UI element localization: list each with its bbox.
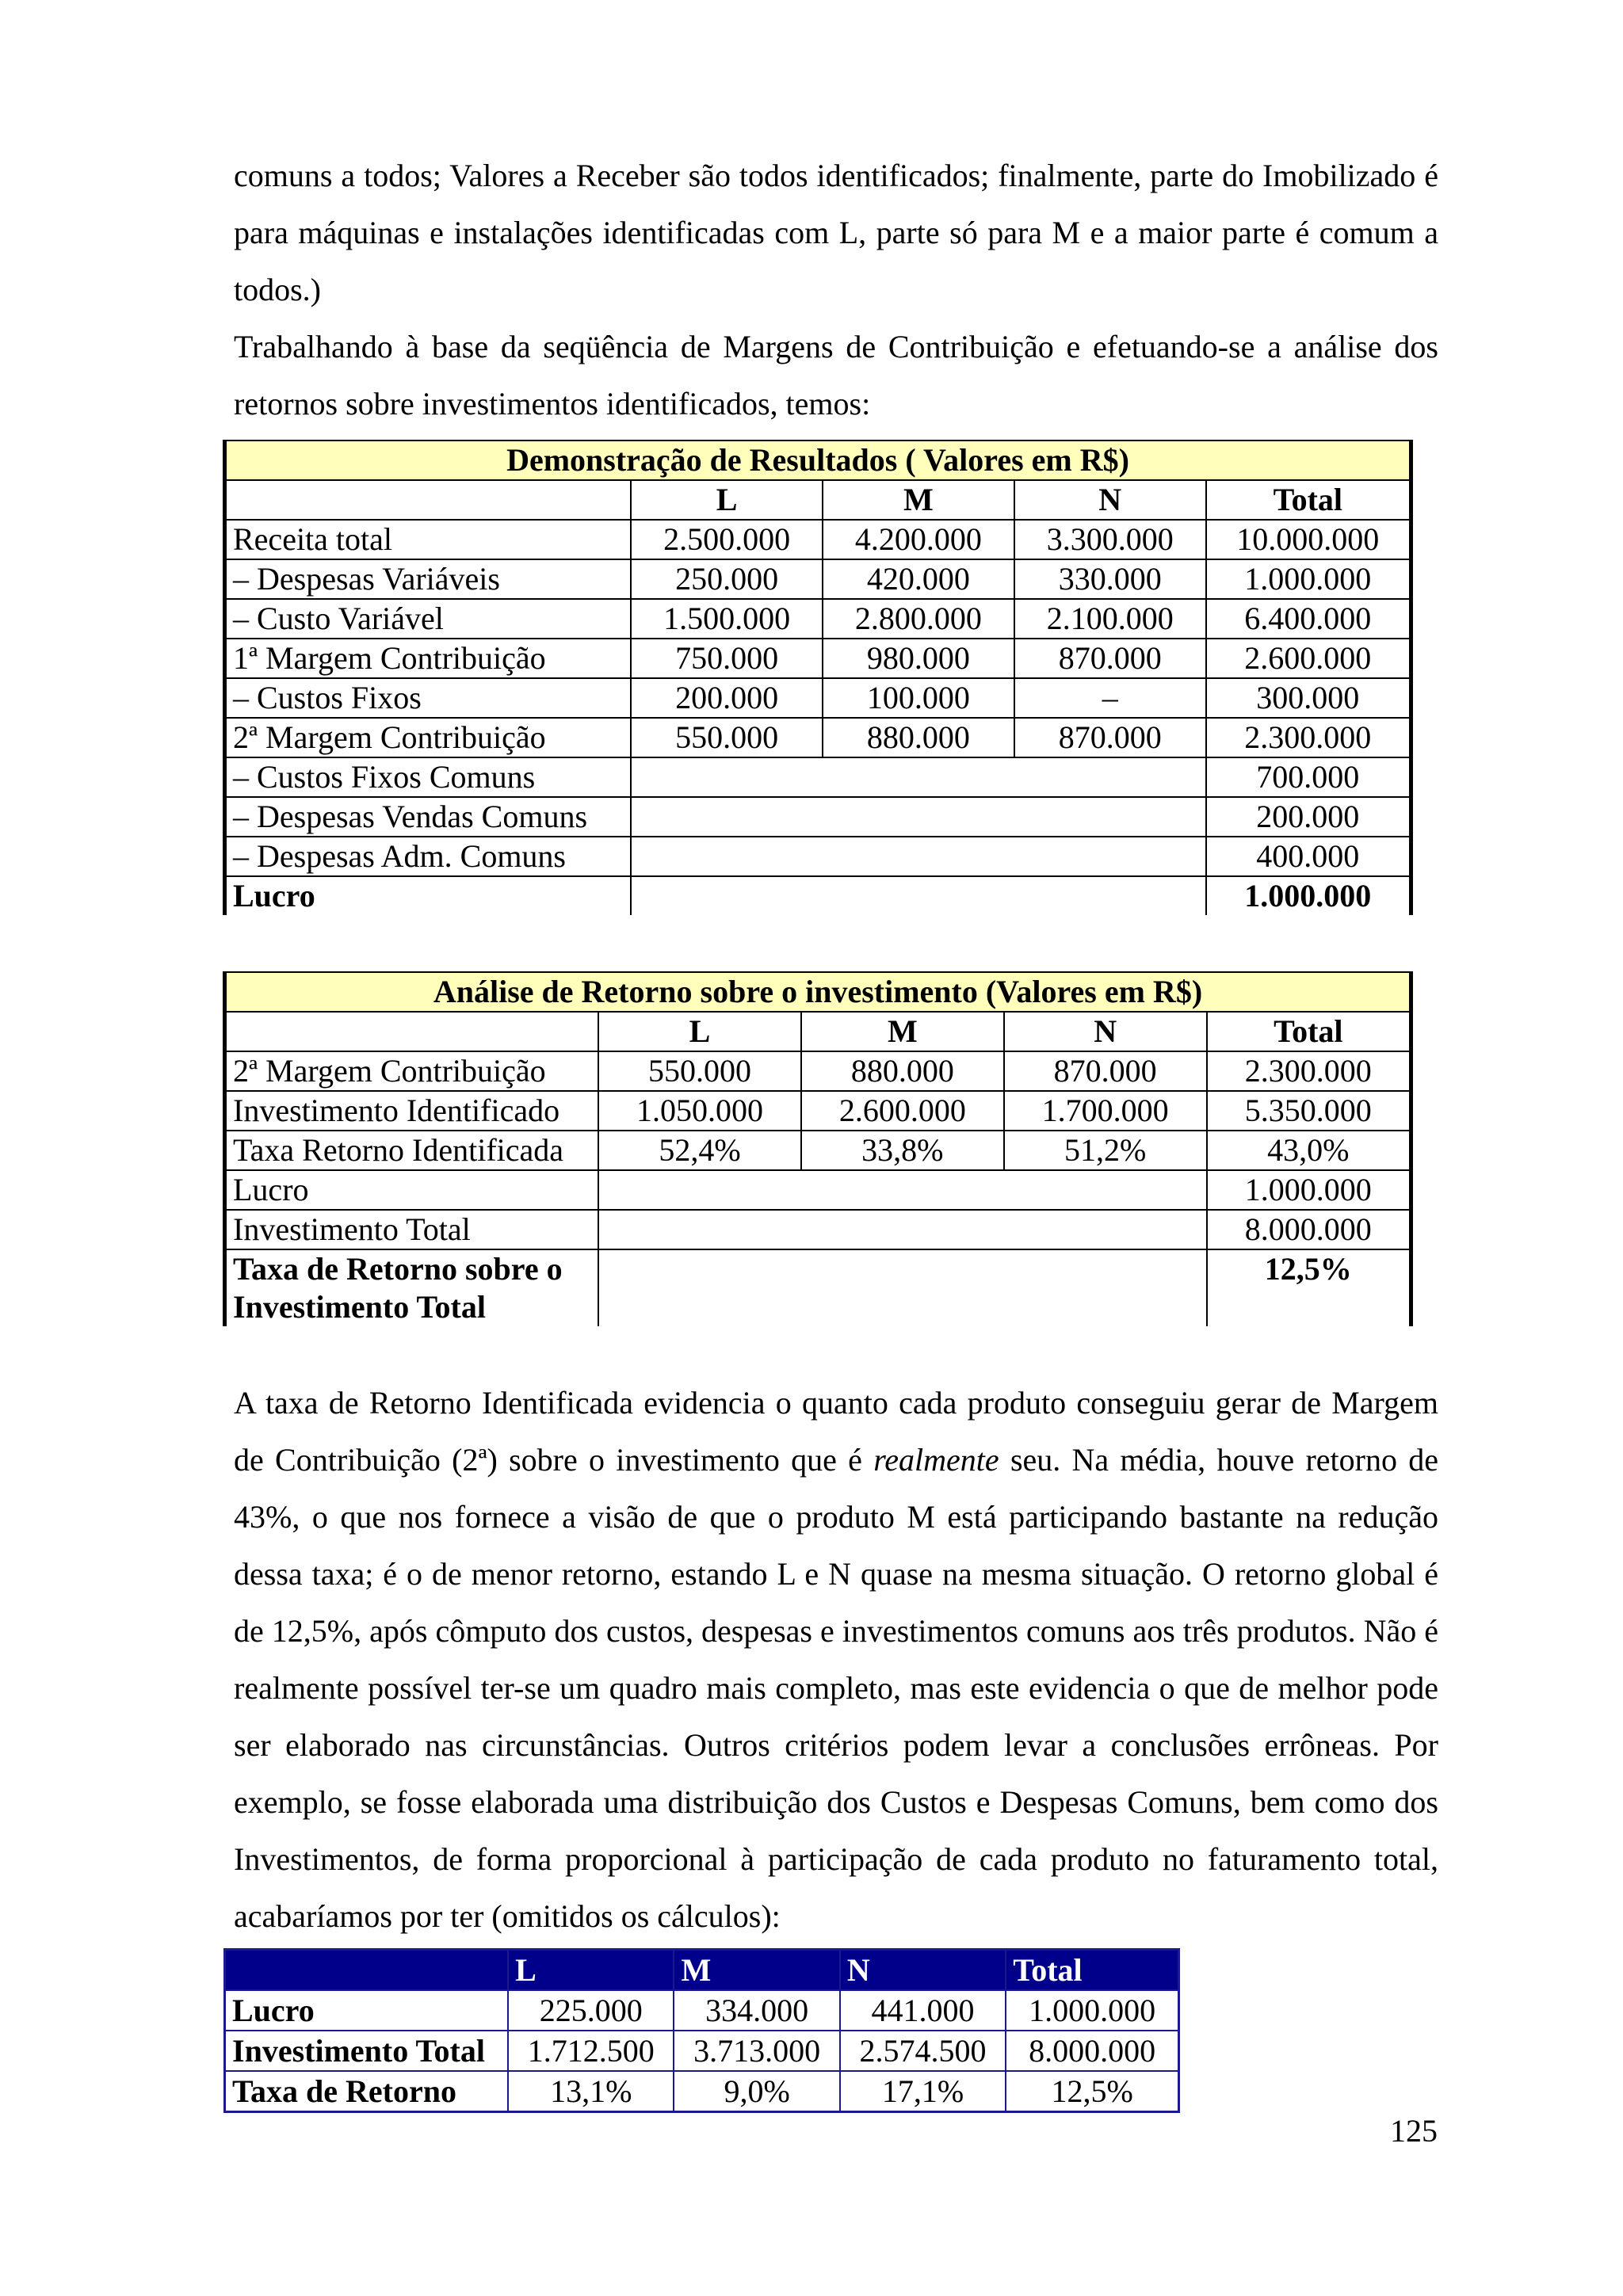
value-cell: 2.500.000: [631, 520, 823, 559]
row-label: Investimento Identificado: [225, 1091, 599, 1131]
value-cell: 2.574.500: [840, 2031, 1006, 2071]
value-cell: 1.050.000: [598, 1091, 801, 1131]
row-label: Receita total: [225, 520, 632, 559]
header-cell: M: [801, 1012, 1004, 1051]
row-label: – Despesas Variáveis: [225, 559, 632, 599]
value-cell: 750.000: [631, 639, 823, 678]
value-cell: 51,2%: [1004, 1131, 1207, 1170]
header-cell: L: [631, 480, 823, 520]
table-row: [225, 876, 1411, 915]
page-number: 125: [1390, 2113, 1438, 2149]
table-row: [225, 1210, 1411, 1249]
table-title-row: [225, 441, 1411, 480]
value-cell: 980.000: [823, 639, 1014, 678]
value-cell: 300.000: [1206, 678, 1411, 718]
value-cell: 9,0%: [674, 2071, 839, 2112]
value-cell: 100.000: [823, 678, 1014, 718]
value-cell: 870.000: [1014, 718, 1206, 757]
body-paragraph-start: A taxa de Retorno Identificada evidencia o quanto cada produto conseguiu gerar de Margem de Contribuição (2ª) sobre o investimento que é: [234, 1385, 1438, 1478]
row-label-line-1: Taxa de Retorno sobre o: [233, 1251, 563, 1287]
header-cell: Total: [1206, 480, 1411, 520]
value-cell: 2.300.000: [1206, 718, 1411, 757]
header-cell: M: [674, 1950, 839, 1991]
body-emphasis: realmente: [873, 1442, 999, 1478]
value-cell: 17,1%: [840, 2071, 1006, 2112]
value-cell: 3.713.000: [674, 2031, 839, 2071]
value-cell: 1.000.000: [1206, 876, 1411, 915]
intro-paragraph-1: comuns a todos; Valores a Receber são todos identificados; finalmente, parte do Imobilizado é para máquinas e instalações identificadas com L, parte só para M e a maior parte é comum a todos.): [234, 158, 1438, 307]
value-cell: 2.800.000: [823, 599, 1014, 639]
body-paragraph-end: seu. Na média, houve retorno de 43%, o que nos fornece a visão de que o produto M está participando bastante na redução dessa taxa; é o de menor retorno, estando L e N quase na mesma situação. O retorno global é de 12,5%, após cômputo dos custos, despesas e investimentos comuns aos três produtos. Não é realmente possível ter-se um quadro mais completo, mas este evidencia o que de melhor pode ser elaborado nas circunstâncias. Outros critérios podem levar a conclusões errôneas. Por exemplo, se fosse elaborada uma distribuição dos Custos e Despesas Comuns, bem como dos Investimentos, de forma proporcional à participação de cada produto no faturamento total, acabaríamos por ter (omitidos os cálculos):: [234, 1442, 1438, 1934]
table-row: [225, 718, 1411, 757]
table-row: [225, 1131, 1411, 1170]
value-cell: –: [1014, 678, 1206, 718]
row-label: Lucro: [225, 1990, 509, 2031]
row-label: 1ª Margem Contribuição: [225, 639, 632, 678]
value-cell: 250.000: [631, 559, 823, 599]
value-cell: 200.000: [631, 678, 823, 718]
value-cell: 334.000: [674, 1990, 839, 2031]
value-cell: 1.000.000: [1206, 559, 1411, 599]
value-cell: 200.000: [1206, 797, 1411, 837]
empty-cell: [631, 876, 1205, 915]
value-cell: 880.000: [823, 718, 1014, 757]
table-row: [225, 757, 1411, 797]
row-label: [225, 1249, 599, 1326]
table-row: [225, 678, 1411, 718]
value-cell: 225.000: [508, 1990, 674, 2031]
row-label-line-2: Investimento Total: [233, 1289, 486, 1325]
row-label: 2ª Margem Contribuição: [225, 718, 632, 757]
value-cell: 33,8%: [801, 1131, 1004, 1170]
table-header-row: [225, 1950, 1179, 1991]
value-cell: 700.000: [1206, 757, 1411, 797]
table-row: [225, 599, 1411, 639]
table-header-row: [225, 480, 1411, 520]
value-cell: 2.100.000: [1014, 599, 1206, 639]
value-cell: 12,5%: [1207, 1249, 1411, 1326]
table-title: Demonstração de Resultados ( Valores em R$): [225, 441, 1411, 480]
value-cell: 52,4%: [598, 1131, 801, 1170]
empty-cell: [598, 1210, 1207, 1249]
table-row: [225, 2071, 1179, 2112]
table-row: [225, 2031, 1179, 2071]
table-row: [225, 797, 1411, 837]
value-cell: 1.700.000: [1004, 1091, 1207, 1131]
row-label: Investimento Total: [225, 1210, 599, 1249]
row-label: 2ª Margem Contribuição: [225, 1051, 599, 1091]
table-header-row: [225, 1012, 1411, 1051]
intro-paragraph-2: Trabalhando à base da seqüência de Margens de Contribuição e efetuando-se a análise dos retornos sobre investimentos identificados, temos:: [234, 329, 1438, 421]
empty-cell: [631, 837, 1205, 876]
row-label: – Custos Fixos: [225, 678, 632, 718]
value-cell: 441.000: [840, 1990, 1006, 2031]
table-row: [225, 1091, 1411, 1131]
header-cell: L: [598, 1012, 801, 1051]
value-cell: 550.000: [631, 718, 823, 757]
header-cell: Total: [1207, 1012, 1411, 1051]
empty-cell: [631, 797, 1205, 837]
intro-text: [234, 147, 1438, 433]
value-cell: 2.600.000: [801, 1091, 1004, 1131]
value-cell: 5.350.000: [1207, 1091, 1411, 1131]
header-cell: [225, 1012, 599, 1051]
header-cell: Total: [1006, 1950, 1178, 1991]
value-cell: 3.300.000: [1014, 520, 1206, 559]
table-row: [225, 559, 1411, 599]
table-row: [225, 520, 1411, 559]
value-cell: 2.300.000: [1207, 1051, 1411, 1091]
table-title: Análise de Retorno sobre o investimento (Valores em R$): [225, 972, 1411, 1012]
table-row: [225, 1170, 1411, 1210]
body-paragraph: [234, 1375, 1438, 1945]
table-row: [225, 1990, 1179, 2031]
row-label: Taxa de Retorno: [225, 2071, 509, 2112]
row-label: – Custo Variável: [225, 599, 632, 639]
proportional-allocation-table: [223, 1948, 1180, 2113]
table-row: [225, 837, 1411, 876]
value-cell: 12,5%: [1006, 2071, 1178, 2112]
value-cell: 400.000: [1206, 837, 1411, 876]
value-cell: 8.000.000: [1006, 2031, 1178, 2071]
value-cell: 10.000.000: [1206, 520, 1411, 559]
table-row: [225, 639, 1411, 678]
header-cell: [225, 1950, 509, 1991]
value-cell: 330.000: [1014, 559, 1206, 599]
body-text: [234, 1375, 1438, 1945]
header-cell: N: [1014, 480, 1206, 520]
empty-cell: [598, 1170, 1207, 1210]
value-cell: 870.000: [1014, 639, 1206, 678]
row-label: Lucro: [225, 876, 632, 915]
row-label: – Despesas Vendas Comuns: [225, 797, 632, 837]
row-label: – Custos Fixos Comuns: [225, 757, 632, 797]
value-cell: 8.000.000: [1207, 1210, 1411, 1249]
value-cell: 1.000.000: [1207, 1170, 1411, 1210]
value-cell: 420.000: [823, 559, 1014, 599]
value-cell: 1.000.000: [1006, 1990, 1178, 2031]
header-cell: N: [840, 1950, 1006, 1991]
table-row: [225, 1249, 1411, 1326]
value-cell: 13,1%: [508, 2071, 674, 2112]
value-cell: 880.000: [801, 1051, 1004, 1091]
header-cell: L: [508, 1950, 674, 1991]
row-label: Taxa Retorno Identificada: [225, 1131, 599, 1170]
value-cell: 870.000: [1004, 1051, 1207, 1091]
table-row: [225, 1051, 1411, 1091]
header-cell: [225, 480, 632, 520]
value-cell: 1.712.500: [508, 2031, 674, 2071]
value-cell: 2.600.000: [1206, 639, 1411, 678]
value-cell: 43,0%: [1207, 1131, 1411, 1170]
row-label: Lucro: [225, 1170, 599, 1210]
row-label: – Despesas Adm. Comuns: [225, 837, 632, 876]
value-cell: 6.400.000: [1206, 599, 1411, 639]
empty-cell: [631, 757, 1205, 797]
value-cell: 4.200.000: [823, 520, 1014, 559]
income-statement-table: [223, 440, 1413, 915]
row-label: Investimento Total: [225, 2031, 509, 2071]
header-cell: N: [1004, 1012, 1207, 1051]
return-analysis-table: [223, 971, 1413, 1326]
empty-cell: [598, 1249, 1207, 1326]
value-cell: 550.000: [598, 1051, 801, 1091]
table-title-row: [225, 972, 1411, 1012]
value-cell: 1.500.000: [631, 599, 823, 639]
header-cell: M: [823, 480, 1014, 520]
